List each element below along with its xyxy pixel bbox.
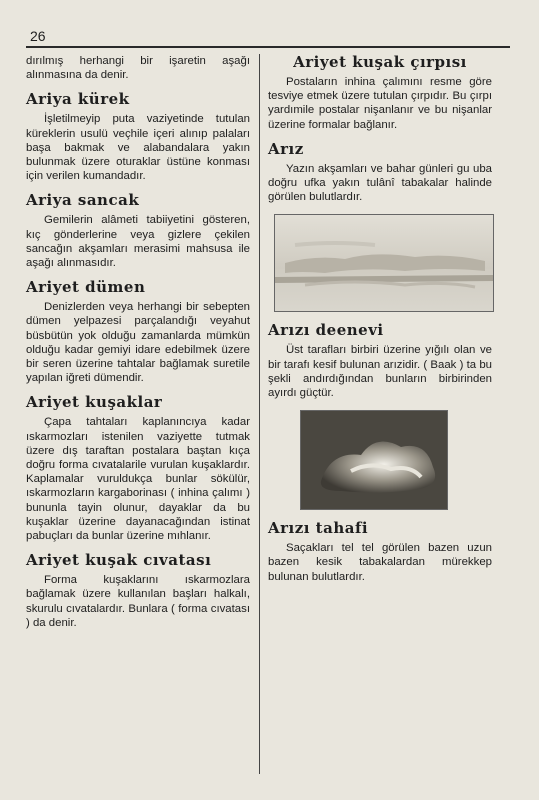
entry-text: Saçakları tel tel görülen bazen uzun bazen kesik tabakalardan mürekkep bulunan bulutlardır.: [268, 542, 492, 583]
entry-title: Ariyet kuşaklar: [26, 393, 163, 412]
entry-title: Arız: [268, 139, 304, 158]
intro-text: dırılmış herhangi bir işaretin aşağı alınmasına da denir.: [26, 55, 250, 82]
page-number: 26: [30, 28, 46, 44]
entry-title: Arızı deenevi: [268, 321, 384, 340]
right-column: [268, 54, 492, 584]
entry-text: Üst tarafları birbiri üzerine yığılı olan ve bir tarafı kesif bulunan arızidir. ( Baak ) ta bu şekli andırdığından bunların birbirinden ayırdı güçtür.: [268, 344, 492, 400]
entry-text: Denizlerden veya herhangi bir sebepten dümen yelpazesi parçalandığı veyahut büsbütün yok olduğu zamanlarda mümkün olduğu kadar gemiyi idare edebilmek üzere bir seren üzerine tahtalar bağlamak suretile yapılan iğreti dümendir.: [26, 301, 250, 385]
entry-text: Postaların inhina çalımını resme göre tesviye etmek üzere tutulan çırpıdır. Bu çırpı yardımile postalar nişanlanır ve bu nişanlar üzerine formalar bağlanır.: [268, 76, 492, 131]
entry-title: Ariyet kuşak cıvatası: [26, 551, 212, 570]
top-rule: [26, 46, 510, 48]
cloud-photo-stratus: [274, 214, 494, 312]
cloud-photo-cumulus: [300, 410, 448, 510]
entry-text: İşletilmeyip puta vaziyetinde tutulan küreklerin usulü veçhile içeri alınıp palaları başa bakmak ve alabandalara yakın bulunmak üzere oturaklar üstüne konması için verilen kumandadır.: [26, 113, 250, 183]
entry-title: Ariya kürek: [26, 90, 130, 109]
entry-title: Ariyet kuşak çırpısı: [293, 53, 467, 71]
entry-title: Ariyet dümen: [26, 278, 146, 297]
entry-text: Yazın akşamları ve bahar günleri gu uba doğru ufka yakın tulânî tabakalar halinde görülen bulutlardır.: [268, 162, 492, 204]
entry-text: Çapa tahtaları kaplanıncıya kadar ıskarmozları istenilen vaziyette tutmak üzere dış taraftan postalara baştan kıça doğru forma cıvatalarile vurulan kuşaklardır. Kaplamalar vuruldukça bunlar sökülür, ıskarmozların kargaborinası ( inhina çalımı ) bununla tayin olunur, dayaklar da bu kuşaklar üzerine dayanacağından istinat pabuçları da bunlar üzerine mıhlanır.: [26, 416, 250, 543]
entry-title: Arızı tahafi: [268, 519, 369, 538]
entry-text: Forma kuşaklarını ıskarmozlara bağlamak üzere kullanılan başları halkalı, skurulu cıvatalardır. Bunlara ( forma cıvatası ) da denir.: [26, 574, 250, 629]
entry-title: Ariya sancak: [26, 191, 140, 210]
left-column: [26, 54, 250, 630]
entry-text: Gemilerin alâmeti tabiiyetini gösteren, kıç gönderlerine veya gizlere çekilen sancağın akşamları merasimi mahsusa ile aşağı alınmasıdır.: [26, 214, 250, 270]
column-divider: [259, 54, 260, 774]
